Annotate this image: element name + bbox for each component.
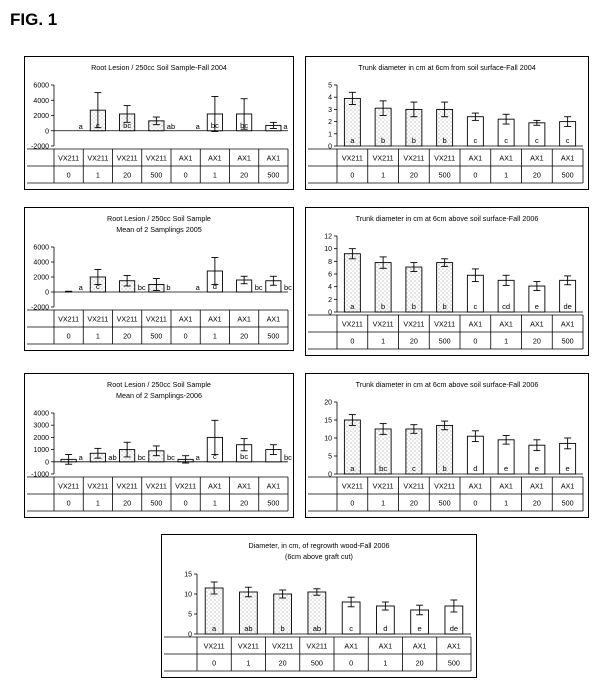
significance-letter: a xyxy=(350,136,355,145)
y-tick-label: 6000 xyxy=(33,82,49,90)
x-rate-label: 1 xyxy=(95,170,100,180)
significance-letter: a xyxy=(78,283,83,292)
significance-letter: bc xyxy=(240,120,249,130)
x-rate-label: 1 xyxy=(504,498,509,508)
x-category-label: AX1 xyxy=(178,314,193,324)
significance-letter: b xyxy=(411,302,416,311)
x-rate-label: 500 xyxy=(561,170,574,180)
significance-letter: cd xyxy=(502,302,511,311)
significance-letter: bc xyxy=(284,283,292,292)
x-category-label: AX1 xyxy=(208,481,222,491)
x-rate-label: 500 xyxy=(150,170,163,180)
x-category-label: VX211 xyxy=(87,314,109,324)
chart-svg xyxy=(25,374,293,517)
chart-title: Trunk diameter in cm at 6cm above soil surface-Fall 2006 xyxy=(355,214,539,223)
x-rate-label: 500 xyxy=(150,331,163,341)
x-category-label: AX1 xyxy=(560,153,575,163)
x-rate-label: 0 xyxy=(350,336,355,346)
chart-panel-root-lesion-2005 xyxy=(24,207,294,351)
x-rate-label: 0 xyxy=(349,658,354,668)
significance-letter: c xyxy=(412,464,416,473)
significance-letter: de xyxy=(449,624,459,633)
x-category-label: AX1 xyxy=(560,319,575,329)
y-tick-label: 15 xyxy=(184,571,192,579)
x-category-label: VX211 xyxy=(341,319,363,329)
chart-svg xyxy=(306,57,588,189)
chart-panel-regrowth-diameter-2006 xyxy=(161,534,477,678)
x-category-label: VX211 xyxy=(87,481,109,491)
y-tick-label: -1000 xyxy=(31,471,49,479)
y-tick-label: -2000 xyxy=(31,143,49,151)
chart-title: Trunk diameter in cm at 6cm from soil surface-Fall 2004 xyxy=(358,63,536,72)
chart-svg xyxy=(162,535,476,677)
chart-title: Trunk diameter in cm at 6cm above soil surface-Fall 2006 xyxy=(355,380,539,389)
x-category-label: VX211 xyxy=(403,481,425,491)
significance-letter: b xyxy=(166,283,171,292)
significance-letter: b xyxy=(442,136,447,145)
significance-letter: b xyxy=(381,136,386,145)
significance-letter: b xyxy=(442,464,447,473)
significance-letter: e xyxy=(504,464,509,473)
chart-svg xyxy=(25,208,293,350)
x-category-label: AX1 xyxy=(468,153,483,163)
significance-letter: bc xyxy=(123,120,132,130)
x-category-label: AX1 xyxy=(530,319,544,329)
significance-letter: b xyxy=(280,624,285,633)
x-category-label: AX1 xyxy=(208,314,222,324)
x-category-label: AX1 xyxy=(447,641,461,651)
x-rate-label: 0 xyxy=(473,170,478,180)
x-category-label: VX211 xyxy=(116,481,138,491)
x-category-label: VX211 xyxy=(434,153,456,163)
x-category-label: AX1 xyxy=(499,153,513,163)
y-tick-label: 0 xyxy=(45,289,49,297)
y-tick-label: 10 xyxy=(324,435,332,443)
significance-letter: a xyxy=(195,452,200,462)
x-category-label: VX211 xyxy=(145,314,167,324)
y-tick-label: 2000 xyxy=(33,113,49,120)
significance-letter: a xyxy=(212,624,217,633)
significance-letter: ab xyxy=(244,624,253,633)
x-category-label: AX1 xyxy=(499,319,513,329)
x-category-label: VX211 xyxy=(434,481,456,491)
x-rate-label: 500 xyxy=(150,498,163,508)
x-category-label: VX211 xyxy=(372,153,394,163)
y-tick-label: -2000 xyxy=(31,304,49,312)
y-tick-label: 10 xyxy=(184,591,192,599)
x-category-label: VX211 xyxy=(434,319,456,329)
x-category-label: VX211 xyxy=(341,481,363,491)
chart-title: Mean of 2 Samplings 2005 xyxy=(116,225,202,234)
x-category-label: VX211 xyxy=(272,641,294,651)
x-category-label: AX1 xyxy=(237,481,251,491)
x-rate-label: 0 xyxy=(350,498,355,508)
x-category-label: VX211 xyxy=(145,481,167,491)
significance-letter: a xyxy=(195,283,200,292)
significance-letter: c xyxy=(96,282,100,291)
y-tick-label: 6 xyxy=(328,271,332,279)
y-tick-label: 3 xyxy=(328,106,332,114)
significance-letter: a xyxy=(350,464,355,473)
significance-letter: b xyxy=(381,302,386,311)
x-category-label: AX1 xyxy=(237,153,251,163)
y-tick-label: 0 xyxy=(45,128,49,136)
y-tick-label: 3000 xyxy=(33,422,49,430)
chart-title: Diameter, in cm, of regrowth wood-Fall 2006 xyxy=(248,541,390,550)
x-category-label: VX211 xyxy=(403,153,425,163)
y-tick-label: 0 xyxy=(328,143,332,151)
x-category-label: VX211 xyxy=(58,481,80,491)
x-category-label: VX211 xyxy=(341,153,363,163)
x-rate-label: 1 xyxy=(95,331,100,341)
chart-title: Root Lesion / 250cc Soil Sample-Fall 2004 xyxy=(91,63,227,72)
x-rate-label: 20 xyxy=(240,331,249,341)
significance-letter: e xyxy=(534,464,539,473)
significance-letter: d xyxy=(383,624,388,633)
x-rate-label: 20 xyxy=(532,336,541,346)
x-category-label: AX1 xyxy=(499,481,513,491)
x-rate-label: 20 xyxy=(240,498,249,508)
x-rate-label: 1 xyxy=(504,336,509,346)
significance-letter: d xyxy=(473,464,478,473)
x-category-label: VX211 xyxy=(372,319,394,329)
chart-title: (6cm above graft cut) xyxy=(285,552,353,561)
y-tick-label: 2000 xyxy=(33,434,49,442)
x-rate-label: 20 xyxy=(409,498,418,508)
chart-title: Mean of 2 Samplings-2006 xyxy=(116,391,202,400)
x-rate-label: 20 xyxy=(415,658,424,668)
y-tick-label: 1 xyxy=(328,131,332,139)
chart-panel-root-lesion-2006 xyxy=(24,373,294,518)
significance-letter: bc xyxy=(137,283,146,292)
y-tick-label: 6000 xyxy=(33,244,49,252)
x-rate-label: 20 xyxy=(532,170,541,180)
x-category-label: VX211 xyxy=(58,153,80,163)
x-rate-label: 0 xyxy=(66,498,71,508)
x-category-label: VX211 xyxy=(116,153,138,163)
significance-letter: de xyxy=(563,302,572,311)
x-category-label: VX211 xyxy=(116,314,138,324)
y-tick-label: 0 xyxy=(328,471,332,479)
x-category-label: VX211 xyxy=(87,153,109,163)
x-rate-label: 0 xyxy=(183,498,188,508)
significance-letter: c xyxy=(473,302,478,311)
x-rate-label: 1 xyxy=(381,170,386,180)
y-tick-label: 0 xyxy=(45,459,49,467)
x-rate-label: 0 xyxy=(473,498,478,508)
significance-letter: e xyxy=(417,624,422,633)
significance-letter: bc xyxy=(240,451,249,461)
significance-letter: a xyxy=(78,452,83,462)
x-rate-label: 0 xyxy=(66,170,71,180)
x-rate-label: 500 xyxy=(267,498,280,508)
x-rate-label: 20 xyxy=(123,331,132,341)
significance-letter: bc xyxy=(167,452,175,462)
x-rate-label: 0 xyxy=(183,331,188,341)
y-tick-label: 12 xyxy=(324,233,332,241)
significance-letter: a xyxy=(195,121,200,131)
x-category-label: AX1 xyxy=(468,319,483,329)
x-rate-label: 20 xyxy=(123,498,132,508)
x-rate-label: 0 xyxy=(473,336,478,346)
x-category-label: VX211 xyxy=(145,153,167,163)
x-rate-label: 0 xyxy=(350,170,355,180)
y-tick-label: 0 xyxy=(328,309,332,317)
x-category-label: VX211 xyxy=(58,314,80,324)
x-rate-label: 500 xyxy=(267,170,280,180)
x-rate-label: 20 xyxy=(409,170,418,180)
significance-letter: e xyxy=(565,464,570,473)
x-category-label: AX1 xyxy=(530,481,544,491)
y-tick-label: 4000 xyxy=(33,259,49,267)
x-rate-label: 1 xyxy=(381,336,386,346)
x-category-label: VX211 xyxy=(175,481,197,491)
x-rate-label: 20 xyxy=(123,170,132,180)
significance-letter: c xyxy=(213,451,217,461)
x-rate-label: 1 xyxy=(212,170,217,180)
x-rate-label: 0 xyxy=(66,331,71,341)
x-rate-label: 500 xyxy=(267,331,280,341)
chart-panel-root-lesion-2004 xyxy=(24,56,294,190)
significance-letter: b xyxy=(411,136,416,145)
significance-letter: d xyxy=(212,282,217,291)
y-tick-label: 4000 xyxy=(33,410,49,418)
chart-panel-trunk-diameter-fall2006-a xyxy=(305,207,589,356)
significance-letter: c xyxy=(504,136,508,145)
figure-label: FIG. 1 xyxy=(10,10,58,29)
significance-letter: a xyxy=(78,121,83,131)
x-rate-label: 1 xyxy=(212,331,217,341)
significance-letter: a xyxy=(283,121,288,131)
chart-panel-trunk-diameter-2004 xyxy=(305,56,589,190)
x-rate-label: 1 xyxy=(504,170,509,180)
significance-letter: a xyxy=(350,302,355,311)
chart-title: Root Lesion / 250cc Soil Sample xyxy=(107,380,211,389)
y-tick-label: 5 xyxy=(328,82,332,90)
x-rate-label: 500 xyxy=(438,170,451,180)
x-rate-label: 1 xyxy=(383,658,388,668)
chart-title: Root Lesion / 250cc Soil Sample xyxy=(107,214,211,223)
significance-letter: ab xyxy=(312,624,322,633)
y-tick-label: 2 xyxy=(328,296,332,304)
x-category-label: VX211 xyxy=(237,641,259,651)
significance-letter: ab xyxy=(166,121,176,131)
y-tick-label: 20 xyxy=(324,399,332,407)
x-category-label: AX1 xyxy=(530,153,544,163)
x-category-label: AX1 xyxy=(344,641,358,651)
significance-letter: b xyxy=(442,302,447,311)
x-category-label: VX211 xyxy=(306,641,328,651)
chart-svg xyxy=(306,208,588,355)
x-rate-label: 500 xyxy=(438,336,451,346)
y-tick-label: 8 xyxy=(328,258,332,266)
significance-letter: c xyxy=(565,136,570,145)
y-tick-label: 2 xyxy=(328,119,332,127)
y-tick-label: 1000 xyxy=(33,447,49,455)
y-tick-label: 5 xyxy=(188,611,192,619)
significance-letter: c xyxy=(535,136,539,145)
significance-letter: c xyxy=(473,136,478,145)
x-category-label: AX1 xyxy=(468,481,483,491)
x-category-label: AX1 xyxy=(237,314,251,324)
x-category-label: AX1 xyxy=(560,481,575,491)
significance-letter: bc xyxy=(254,283,263,292)
y-tick-label: 10 xyxy=(324,246,332,254)
significance-letter: ab xyxy=(108,452,117,462)
significance-letter: e xyxy=(534,302,539,311)
y-tick-label: 4 xyxy=(328,94,332,102)
y-tick-label: 4000 xyxy=(33,97,49,105)
x-category-label: AX1 xyxy=(208,153,222,163)
y-tick-label: 5 xyxy=(328,453,332,461)
y-tick-label: 4 xyxy=(328,284,332,292)
x-category-label: AX1 xyxy=(378,641,393,651)
x-rate-label: 20 xyxy=(278,658,287,668)
x-rate-label: 500 xyxy=(447,658,460,668)
x-rate-label: 500 xyxy=(438,498,451,508)
x-rate-label: 20 xyxy=(240,170,249,180)
y-tick-label: 0 xyxy=(188,631,192,639)
significance-letter: bc xyxy=(379,464,388,473)
x-rate-label: 0 xyxy=(212,658,217,668)
x-rate-label: 1 xyxy=(95,498,100,508)
x-rate-label: 1 xyxy=(212,498,217,508)
chart-svg xyxy=(306,374,588,517)
x-category-label: VX211 xyxy=(372,481,394,491)
significance-letter: bc xyxy=(210,120,219,130)
significance-letter: bc xyxy=(284,452,292,462)
x-category-label: VX211 xyxy=(403,319,425,329)
x-category-label: AX1 xyxy=(412,641,427,651)
significance-letter: c xyxy=(96,120,100,130)
x-rate-label: 500 xyxy=(561,498,574,508)
significance-letter: c xyxy=(349,624,353,633)
x-category-label: AX1 xyxy=(178,153,193,163)
x-category-label: AX1 xyxy=(266,314,281,324)
x-rate-label: 20 xyxy=(532,498,541,508)
chart-panel-trunk-diameter-fall2006-b xyxy=(305,373,589,518)
x-rate-label: 1 xyxy=(246,658,251,668)
y-tick-label: 2000 xyxy=(33,274,49,282)
significance-letter: bc xyxy=(137,452,146,462)
x-category-label: AX1 xyxy=(266,481,281,491)
chart-svg xyxy=(25,57,293,189)
x-rate-label: 1 xyxy=(381,498,386,508)
x-rate-label: 500 xyxy=(561,336,574,346)
x-rate-label: 500 xyxy=(310,658,323,668)
x-category-label: AX1 xyxy=(266,153,281,163)
x-category-label: VX211 xyxy=(203,641,225,651)
x-rate-label: 20 xyxy=(409,336,418,346)
y-tick-label: 15 xyxy=(324,417,332,425)
x-rate-label: 0 xyxy=(183,170,188,180)
